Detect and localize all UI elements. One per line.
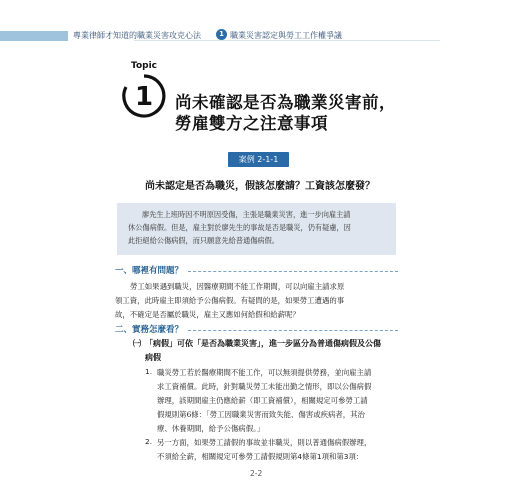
case-question: 尚未認定是否為職災，假該怎麼請？工資該怎麼發？ — [145, 181, 375, 192]
header-color-bar — [0, 31, 68, 41]
list-item-line: 求工資補償。此時，針對職災勞工未能出勤之情形，即以公傷病假 — [157, 382, 372, 391]
chapter-number-badge: 1 — [216, 29, 227, 40]
topic-title-line2: 勞雇雙方之注意事項 — [175, 114, 328, 133]
list-item-line: 辦理，該期間雇主仍應給薪（即工資補償），相關規定可參勞工請 — [157, 396, 368, 405]
scenario-text — [128, 208, 390, 247]
section1-divider — [188, 271, 398, 273]
subsection-line: 病假 — [145, 353, 161, 362]
case-badge: 案例 2-1-1 — [228, 152, 289, 167]
list-item-number: 2. — [145, 437, 153, 446]
section1-heading: 一、哪裡有問題？ — [115, 266, 184, 276]
subsection-heading — [145, 337, 405, 365]
list-item-1 — [157, 366, 407, 436]
section1-line: 勞工如果遇到職災，因醫療期間不能工作期間，可以向雇主請求原 — [130, 282, 345, 291]
list-item-line: 療、休養期間，給予公傷病假。」 — [157, 424, 265, 433]
subsection-line: 「病假」可依「是否為職業災害」，進一步區分為普通傷病假及公傷 — [145, 339, 381, 348]
topic-label: Topic — [131, 61, 157, 71]
section1-line: 領工資，此時雇主即須給予公傷病假。有疑問的是，如果勞工遭遇的事 — [115, 296, 345, 305]
list-item-line: 職災勞工若於醫療期間不能工作，可以無須提供勞務，並向雇主請 — [157, 368, 372, 377]
list-item-number: 1. — [145, 367, 153, 376]
section2-divider — [188, 330, 398, 332]
scenario-line: 此拒絕給公傷病假，而只願意先給普通傷病假。 — [128, 236, 279, 245]
scenario-line: 休公傷病假。但是，雇主對於廖先生的事故是否是職災，仍有疑慮，因 — [128, 223, 351, 232]
scenario-line: 廖先生上班時因不明原因受傷，主張是職業災害，進一步向雇主請 — [142, 210, 351, 219]
book-title: 專業律師才知道的職業災害攻克心法 — [73, 31, 201, 40]
topic-title-line1: 尚未確認是否為職業災害前， — [175, 93, 396, 112]
section1-line: 故，不確定是否屬於職災，雇主又應如何給假和給薪呢？ — [115, 310, 300, 319]
list-item-line: 假規則第6條：「勞工因職業災害而致失能、傷害或疾病者，其治 — [157, 410, 365, 419]
subsection-number: ㈠ — [133, 339, 141, 348]
list-item-2 — [157, 436, 407, 464]
list-item-line: 不須給全薪，相關規定可參勞工請假規則第4條第1項和第3項： — [157, 452, 364, 461]
section2-heading: 二、實務怎麼看？ — [115, 325, 184, 335]
topic-number-badge — [120, 72, 168, 120]
section1-paragraph — [115, 280, 405, 322]
chapter-title: 職業災害認定與勞工工作權爭議 — [230, 31, 342, 40]
topic-number: 1 — [134, 82, 154, 112]
list-item-line: 另一方面，如果勞工請假的事故並非職災，則以普通傷病假辦理， — [157, 438, 372, 447]
page-number: 2-2 — [250, 469, 263, 478]
